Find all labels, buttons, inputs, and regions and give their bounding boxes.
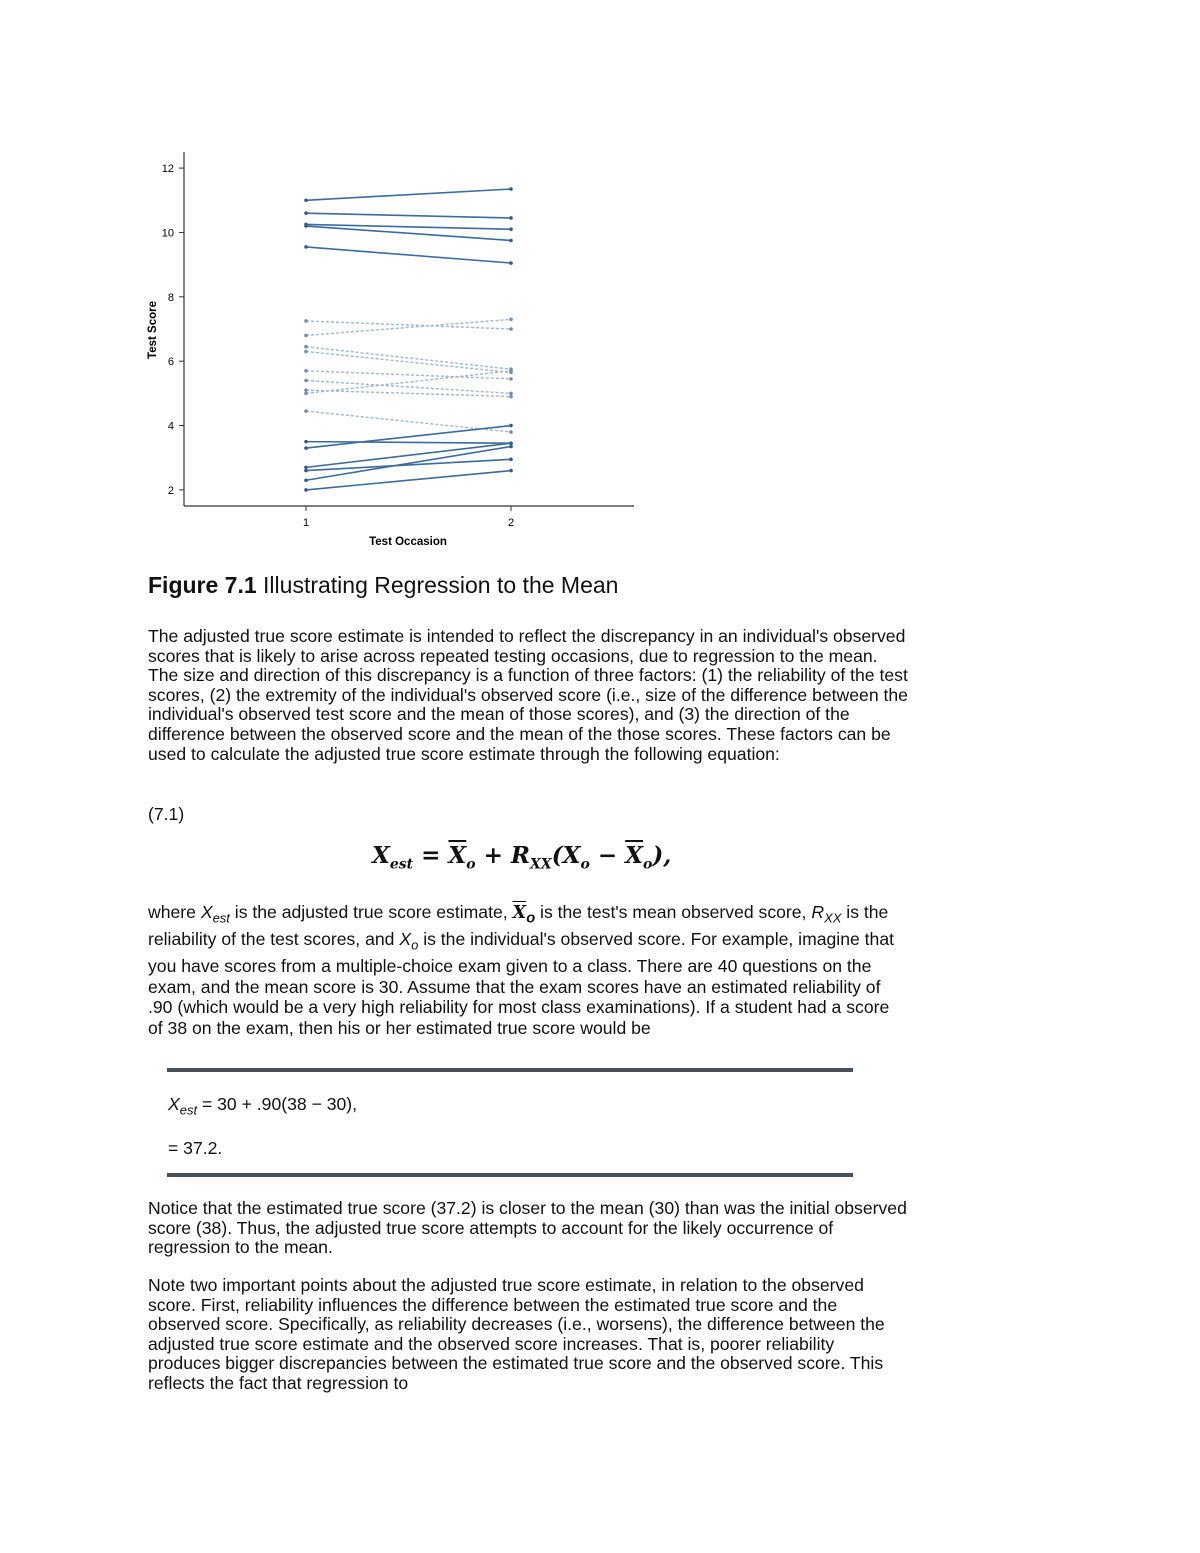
series-line-p1: [306, 189, 511, 200]
paragraph-2: where $X_{est}$ is the adjusted true score estimate, $\overline{X}_o$ is the test's mean observed score, $R_{XX}$ is the reliability of the test scores, and $X_o$ is the individual's observed score. For example, imagine that you have scores from a multiple-choice exam given to a class. There are 40 questions on the exam, and the mean score is 30. Assume that the exam scores have an estimated reliability of .90 (which would be a very high reliability for most class examinations). If a student had a score of 38 on the exam, then his or her estimated true score would be: [148, 902, 895, 1038]
y-axis-ticks: [162, 163, 184, 497]
figure-title: Illustrating Regression to the Mean: [263, 572, 619, 598]
series-line-p16: [306, 426, 511, 449]
data-point-p19-2: [509, 445, 513, 449]
equation-7-1: $X_{est} = \overline{X}_o + R_{XX}(X_o - \overline{X}_o)$,: [372, 842, 672, 873]
data-point-p14-1: [304, 409, 308, 413]
series-line-p9: [306, 352, 511, 373]
series-line-p12: [306, 390, 511, 396]
data-point-p2-1: [304, 211, 308, 215]
data-point-p12-2: [509, 395, 513, 399]
data-point-p12-1: [304, 388, 308, 392]
y-tick-label-10: 10: [161, 227, 174, 240]
data-point-p7-2: [509, 318, 513, 322]
y-tick-label-12: 12: [161, 163, 174, 176]
series-line-p20: [306, 471, 511, 490]
y-tick-label-8: 8: [167, 291, 174, 304]
regression-chart: [140, 140, 660, 560]
data-point-p17-2: [509, 441, 513, 445]
data-point-p7-1: [304, 334, 308, 338]
data-point-p13-2: [509, 369, 513, 373]
data-point-p5-1: [304, 245, 308, 249]
y-axis-label: Test Score: [147, 301, 159, 359]
equation-number: (7.1): [148, 804, 185, 824]
figure-caption: [148, 572, 618, 599]
data-point-p8-1: [304, 345, 308, 349]
series-lines: [304, 187, 513, 492]
data-point-p9-1: [304, 350, 308, 354]
data-point-p5-2: [509, 261, 513, 265]
data-point-p14-2: [509, 430, 513, 434]
data-point-p20-2: [509, 469, 513, 473]
top-rule: [167, 1068, 853, 1072]
data-point-p19-1: [304, 478, 308, 482]
data-point-p6-1: [304, 319, 308, 323]
data-point-p2-2: [509, 216, 513, 220]
series-line-p15: [306, 442, 511, 444]
x-tick-label-2: 2: [507, 517, 515, 529]
series-line-p5: [306, 247, 511, 263]
y-tick-label-2: 2: [167, 484, 174, 497]
calc-line-2: = 37.2.: [168, 1138, 223, 1158]
data-point-p10-1: [304, 369, 308, 373]
data-point-p11-2: [509, 392, 513, 396]
series-line-p18: [306, 459, 511, 470]
series-line-p2: [306, 213, 511, 218]
x-axis-label: Test Occasion: [369, 536, 447, 548]
data-point-p11-1: [304, 379, 308, 383]
data-point-p17-1: [304, 466, 308, 470]
data-point-p16-1: [304, 446, 308, 450]
data-point-p4-2: [509, 239, 513, 243]
bottom-rule: [167, 1173, 853, 1177]
paragraph-3: Notice that the estimated true score (37.2) is closer to the mean (30) than was the initial observed score (38). Thus, the adjusted true score attempts to account for the likely occurrence of regression to the mean.: [148, 1198, 907, 1258]
series-line-p8: [306, 347, 511, 370]
figure-number: Figure 7.1: [148, 572, 257, 598]
data-point-p18-2: [509, 458, 513, 462]
data-point-p1-2: [509, 187, 513, 191]
calc-line-1: $X_{est} = 30 + .90(38 - 30)$,: [168, 1094, 358, 1118]
data-point-p18-1: [304, 469, 308, 473]
data-point-p15-1: [304, 440, 308, 444]
y-tick-label-6: 6: [167, 356, 174, 369]
data-point-p4-1: [304, 224, 308, 228]
x-tick-label-1: 1: [302, 517, 310, 529]
data-point-p6-2: [509, 327, 513, 331]
paragraph-4: Note two important points about the adjusted true score estimate, in relation to the observed score. First, reliability influences the difference between the estimated true score and the observed score. Specifically, as reliability decreases (i.e., worsens), the difference between the adjusted true score estimate and the observed score increases. That is, poorer reliability produces bigger discrepancies between the estimated true score and the observed score. This reflects the fact that regression to: [148, 1275, 885, 1393]
data-point-p10-2: [509, 377, 513, 381]
data-point-p1-1: [304, 198, 308, 202]
data-point-p3-2: [509, 227, 513, 231]
data-point-p16-2: [509, 424, 513, 428]
data-point-p20-1: [304, 488, 308, 492]
data-point-p13-1: [304, 392, 308, 396]
y-tick-label-4: 4: [167, 420, 174, 433]
paragraph-1: The adjusted true score estimate is intended to reflect the discrepancy in an individual's observed scores that is likely to arise across repeated testing occasions, due to regression to the mean. The size and direction of this discrepancy is a function of three factors: (1) the reliability of the test scores, (2) the extremity of the individual's observed score (i.e., size of the difference between the individual's observed test score and the mean of those scores), and (3) the direction of the difference between the observed score and the mean of the those scores. These factors can be used to calculate the adjusted true score estimate through the following equation:: [148, 626, 908, 764]
